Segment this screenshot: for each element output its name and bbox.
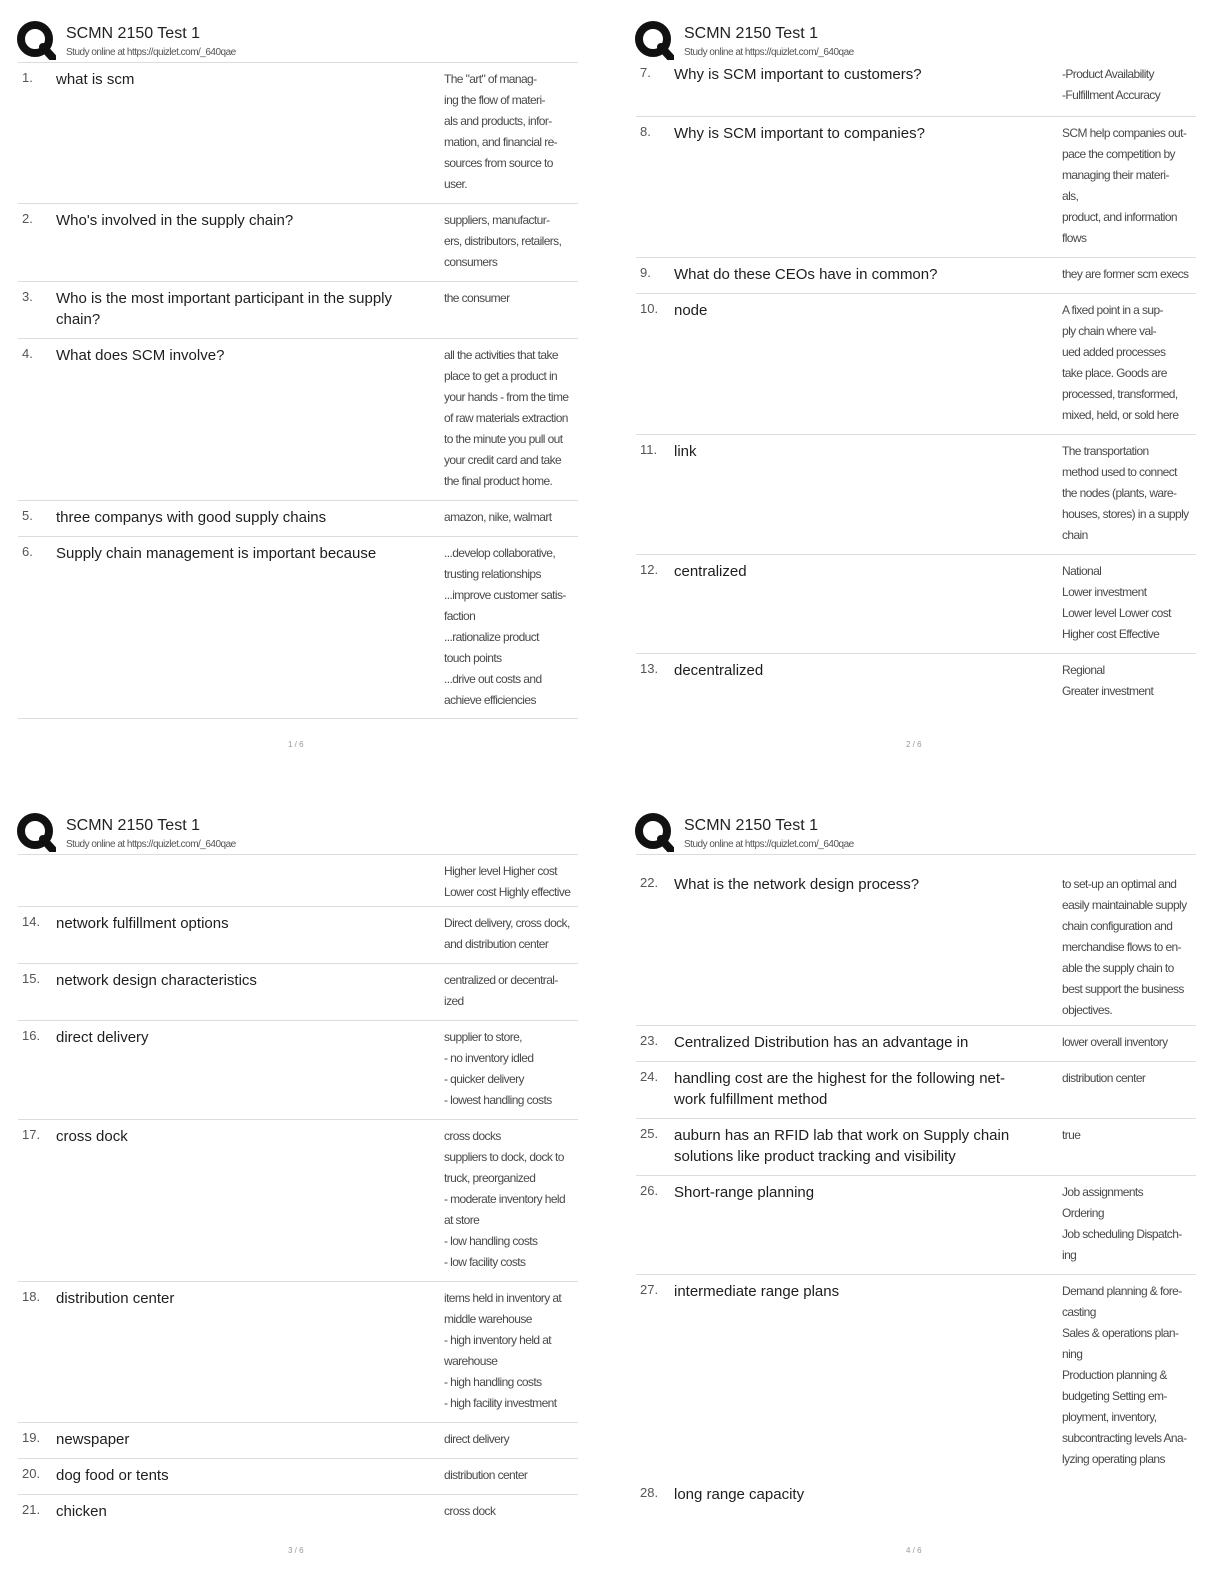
table-row <box>636 257 1196 293</box>
quizlet-logo-icon <box>16 812 56 852</box>
flashcard-list <box>18 62 578 719</box>
page-title: SCMN 2150 Test 1 <box>66 817 200 834</box>
row-number: 10. <box>640 301 659 316</box>
row-number: 11. <box>640 442 658 457</box>
table-row <box>18 62 578 203</box>
table-row <box>18 1494 578 1528</box>
term: cross dock <box>56 1128 128 1145</box>
page-header <box>634 18 1196 62</box>
term: chicken <box>56 1503 107 1520</box>
table-row <box>18 338 578 500</box>
page-1 <box>14 14 596 789</box>
table-row <box>636 293 1196 434</box>
term: three companys with good supply chains <box>56 509 327 526</box>
table-row <box>18 854 578 906</box>
table-row <box>636 116 1196 257</box>
row-number: 8. <box>640 124 651 139</box>
term: node <box>674 302 708 319</box>
page-number: 1 / 6 <box>288 740 304 749</box>
term: Supply chain management is important because <box>56 545 377 562</box>
definition: suppliers, manufactur- ers, distributors, retailers, consumers <box>444 213 562 269</box>
page-number: 2 / 6 <box>906 740 922 749</box>
page-title: SCMN 2150 Test 1 <box>684 817 818 834</box>
table-row <box>636 854 1196 1025</box>
table-row <box>636 554 1196 653</box>
flashcard-list <box>636 854 1196 1518</box>
study-link[interactable]: Study online at https://quizlet.com/_640qae <box>66 839 236 850</box>
definition: lower overall inventory <box>1062 1035 1168 1049</box>
table-row <box>18 500 578 536</box>
page-header <box>16 810 578 854</box>
page-header <box>16 18 578 62</box>
definition: Higher level Higher cost Lower cost Highly effective <box>444 864 571 899</box>
definition: National Lower investment Lower level Lower cost Higher cost Effective <box>1062 564 1171 641</box>
quizlet-logo-icon <box>16 20 56 60</box>
quizlet-logo-icon <box>634 20 674 60</box>
flashcard-list <box>18 854 578 1528</box>
study-link[interactable]: Study online at https://quizlet.com/_640qae <box>684 839 854 850</box>
table-row <box>18 536 578 719</box>
definition: cross docks suppliers to dock, dock to truck, preorganized - moderate inventory held at store - low handling costs - low facility costs <box>444 1129 566 1269</box>
row-number: 5. <box>22 508 33 523</box>
table-row <box>18 1119 578 1281</box>
row-number: 14. <box>22 914 41 929</box>
table-row <box>636 58 1196 116</box>
row-number: 9. <box>640 265 651 280</box>
definition: cross dock <box>444 1504 496 1518</box>
term: decentralized <box>674 662 764 679</box>
row-number: 25. <box>640 1126 659 1141</box>
term: link <box>674 443 697 460</box>
definition: Direct delivery, cross dock, and distribution center <box>444 916 570 951</box>
row-number: 19. <box>22 1430 41 1445</box>
definition: the consumer <box>444 291 510 305</box>
study-link[interactable]: Study online at https://quizlet.com/_640qae <box>684 47 854 58</box>
definition: Regional Greater investment <box>1062 663 1154 698</box>
row-number: 3. <box>22 289 33 304</box>
table-row <box>18 1281 578 1422</box>
definition: centralized or decentral- ized <box>444 973 558 1008</box>
definition: all the activities that take place to get a product in your hands - from the time of raw materials extraction to the minute you pull out your credit card and take the final product home. <box>444 348 569 488</box>
definition: items held in inventory at middle warehouse - high inventory held at warehouse - high handling costs - high facility investment <box>444 1291 562 1410</box>
definition: true <box>1062 1128 1081 1142</box>
definition: A fixed point in a sup- ply chain where val- ued added processes take place. Goods are processed, transformed, mixed, held, or sold here <box>1062 303 1179 422</box>
definition: direct delivery <box>444 1432 510 1446</box>
definition: they are former scm execs <box>1062 267 1189 281</box>
table-row <box>18 203 578 281</box>
definition: ...develop collaborative, trusting relationships ...improve customer satis- faction ...rationalize product touch points ...drive out costs and achieve efficiencies <box>444 546 566 707</box>
row-number: 18. <box>22 1289 41 1304</box>
definition: -Product Availability -Fulfillment Accuracy <box>1062 67 1161 102</box>
page-title: SCMN 2150 Test 1 <box>66 25 200 42</box>
row-number: 12. <box>640 562 659 577</box>
term: Why is SCM important to companies? <box>674 125 925 142</box>
page-2 <box>632 14 1214 789</box>
definition: The transportation method used to connect the nodes (plants, ware- houses, stores) in a supply chain <box>1062 444 1189 542</box>
term: network fulfillment options <box>56 915 229 932</box>
term: what is scm <box>56 71 135 88</box>
quizlet-logo-icon <box>634 812 674 852</box>
term: handling cost are the highest for the following net-work fulfillment method <box>674 1070 1006 1108</box>
flashcard-list <box>636 58 1196 713</box>
definition: supplier to store, - no inventory idled - quicker delivery - lowest handling costs <box>444 1030 552 1107</box>
row-number: 13. <box>640 661 659 676</box>
row-number: 16. <box>22 1028 41 1043</box>
term: What do these CEOs have in common? <box>674 266 938 283</box>
row-number: 17. <box>22 1127 41 1142</box>
definition: to set-up an optimal and easily maintainable supply chain configuration and merchandise flows to en- able the supply chain to best support the business objectives. <box>1062 877 1187 1017</box>
table-row <box>18 963 578 1020</box>
term: long range capacity <box>674 1486 805 1503</box>
term: auburn has an RFID lab that work on Supply chain solutions like product tracking and visibility <box>674 1127 1010 1165</box>
term: network design characteristics <box>56 972 257 989</box>
row-number: 15. <box>22 971 41 986</box>
term: newspaper <box>56 1431 130 1448</box>
table-row <box>636 1274 1196 1478</box>
table-row <box>18 1020 578 1119</box>
term: intermediate range plans <box>674 1283 840 1300</box>
row-number: 7. <box>640 65 651 80</box>
table-row <box>18 281 578 338</box>
row-number: 21. <box>22 1502 41 1517</box>
page-number: 4 / 6 <box>906 1546 922 1555</box>
table-row <box>636 434 1196 554</box>
definition: The "art" of manag- ing the flow of materi- als and products, infor- mation, and financial re- sources from source to user. <box>444 72 558 191</box>
term: Centralized Distribution has an advantage in <box>674 1034 969 1051</box>
table-row <box>636 1175 1196 1274</box>
definition: distribution center <box>444 1468 528 1482</box>
page-header <box>634 810 1196 854</box>
term: Why is SCM important to customers? <box>674 66 922 83</box>
page-3 <box>14 806 596 1581</box>
term: What does SCM involve? <box>56 347 225 364</box>
term: Short-range planning <box>674 1184 815 1201</box>
row-number: 20. <box>22 1466 41 1481</box>
table-row <box>636 653 1196 713</box>
row-number: 22. <box>640 875 659 890</box>
term: dog food or tents <box>56 1467 169 1484</box>
row-number: 23. <box>640 1033 659 1048</box>
term: direct delivery <box>56 1029 149 1046</box>
term: centralized <box>674 563 747 580</box>
term: distribution center <box>56 1290 175 1307</box>
row-number: 28. <box>640 1485 659 1500</box>
definition: SCM help companies out- pace the competition by managing their materi- als, product, and information flows <box>1062 126 1187 245</box>
row-number: 6. <box>22 544 33 559</box>
study-link[interactable]: Study online at https://quizlet.com/_640qae <box>66 47 236 58</box>
row-number: 2. <box>22 211 33 226</box>
table-row <box>636 1061 1196 1118</box>
page-4 <box>632 806 1214 1581</box>
table-row <box>636 1478 1196 1518</box>
term: What is the network design process? <box>674 876 920 893</box>
page-number: 3 / 6 <box>288 1546 304 1555</box>
table-row <box>18 1422 578 1458</box>
table-row <box>18 906 578 963</box>
term: Who is the most important participant in the supply chain? <box>56 290 392 328</box>
row-number: 1. <box>22 70 33 85</box>
definition: Demand planning & fore- casting Sales & operations plan- ning Production planning & budgeting Setting em- ployment, inventory, subcontracting levels Ana- lyzing operating plans <box>1062 1284 1187 1466</box>
row-number: 4. <box>22 346 33 361</box>
row-number: 27. <box>640 1282 659 1297</box>
row-number: 24. <box>640 1069 659 1084</box>
definition: amazon, nike, walmart <box>444 510 552 524</box>
definition: Job assignments Ordering Job scheduling Dispatch- ing <box>1062 1185 1182 1262</box>
row-number: 26. <box>640 1183 659 1198</box>
page-title: SCMN 2150 Test 1 <box>684 25 818 42</box>
table-row <box>18 1458 578 1494</box>
table-row <box>636 1118 1196 1175</box>
table-row <box>636 1025 1196 1061</box>
definition: distribution center <box>1062 1071 1146 1085</box>
term: Who's involved in the supply chain? <box>56 212 294 229</box>
